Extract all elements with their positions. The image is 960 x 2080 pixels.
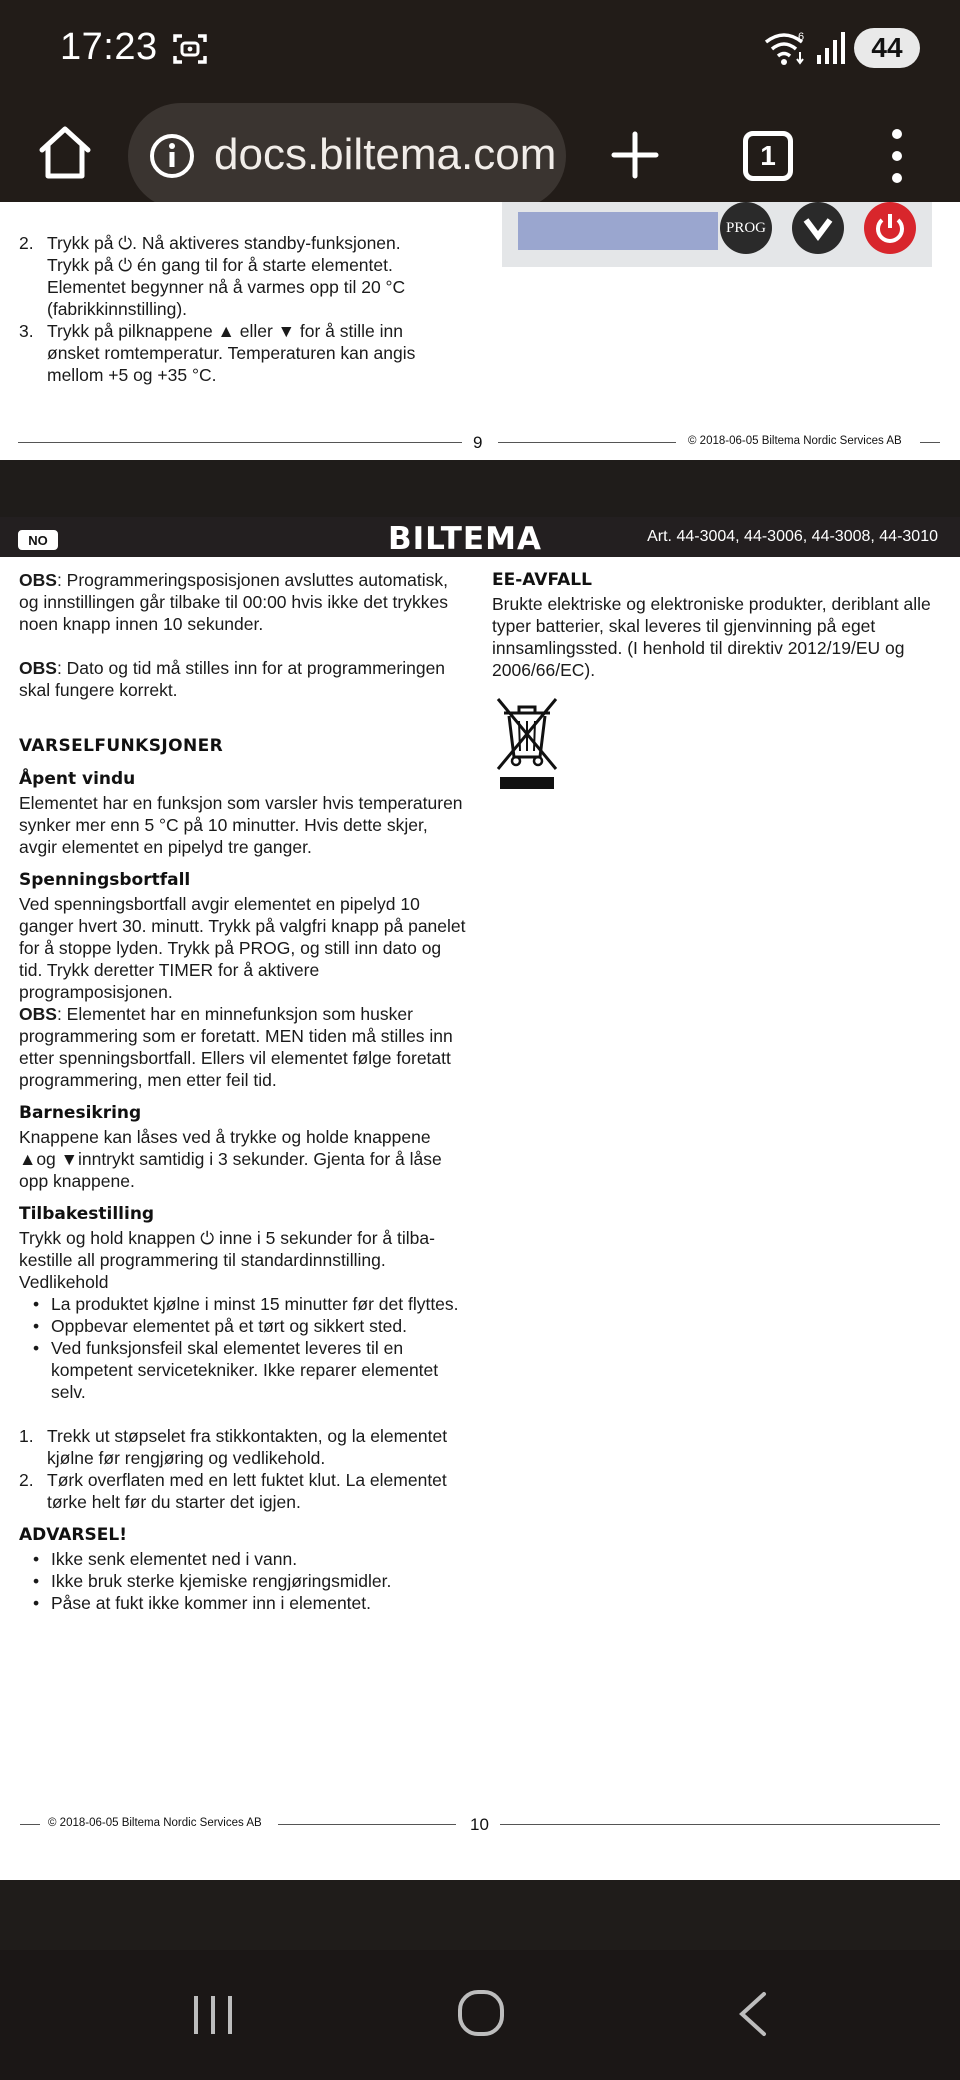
page-number: 9	[473, 433, 483, 452]
footer-rule	[500, 1824, 940, 1825]
down-arrow-icon	[792, 202, 844, 254]
sub-heading: Tilbakestilling	[19, 1204, 155, 1224]
status-bar	[0, 0, 960, 100]
page-9	[0, 202, 960, 460]
left-column	[19, 569, 469, 1614]
list-item: • Ikke senk elementet ned i vann.	[19, 1548, 469, 1570]
recent-apps-icon[interactable]	[190, 1992, 236, 2038]
section-heading: VARSELFUNKSJONER	[19, 736, 224, 756]
info-icon[interactable]	[148, 132, 196, 180]
list-item: • Oppbevar elementet på et tørt og sikkert sted.	[19, 1315, 469, 1337]
paragraph: Ved spenningsbortfall avgir elementet en pipelyd 10 ganger hvert 30. minutt. Trykk på valgfri knapp på panelet for å stoppe lyden. Trykk på PROG, og still inn dato og tid. Trykk deretter TIMER for å aktivere programposisjonen.	[19, 894, 466, 1002]
biltema-logo: BILTEMA	[388, 521, 542, 557]
menu-icon[interactable]	[882, 126, 912, 186]
weee-bin-icon	[492, 691, 562, 791]
home-icon[interactable]	[34, 122, 96, 184]
obs-note: OBS: Elementet har en minnefunksjon som husker programmering som er foretatt. MEN tiden må stilles inn etter spenningsbortfall. Ellers vil elementet følge foretatt programmering, men etter feil tid.	[19, 1004, 453, 1090]
section-heading: EE-AVFALL	[492, 570, 592, 590]
paragraph: Elementet har en funksjon som varsler hvis temperaturen synker mer enn 5 °C på 10 minutter. Hvis dette skjer, avgir elementet en pipelyd tre ganger.	[19, 793, 463, 857]
wifi-icon	[764, 30, 808, 66]
step-item: 2. Trykk på ⏻. Nå aktiveres standby-funksjonen. Trykk på ⏻ én gang til for å starte elementet. Elementet begynner nå å varmes opp til 20 °C (fabrikkinnstilling).	[19, 233, 406, 319]
sub-heading: Spenningsbortfall	[19, 870, 191, 890]
tabs-icon[interactable]: 1	[743, 131, 793, 181]
article-numbers: Art. 44-3004, 44-3006, 44-3008, 44-3010	[647, 528, 938, 545]
paragraph: Trykk og hold knappen ⏻ inne i 5 sekunder for å tilbakestille all programmering til standardinnstilling.	[19, 1228, 435, 1270]
language-badge: NO	[18, 530, 58, 550]
screenshot-icon	[172, 32, 208, 66]
signal-icon	[816, 31, 846, 65]
list-item: • Ikke bruk sterke kjemiske rengjøringsmidler.	[19, 1570, 469, 1592]
power-button-image	[864, 202, 916, 254]
warning-heading: ADVARSEL!	[19, 1525, 127, 1545]
bullet-list	[19, 1548, 469, 1614]
obs-note: OBS: Dato og tid må stilles inn for at programmeringen skal fungere korrekt.	[19, 658, 446, 700]
document-viewer[interactable]	[0, 219, 960, 1950]
page-header	[0, 517, 960, 557]
right-column	[492, 569, 942, 796]
numbered-list	[19, 1425, 469, 1513]
navigation-bar	[0, 1950, 960, 2080]
home-nav-icon[interactable]	[456, 1988, 506, 2038]
copyright: © 2018-06-05 Biltema Nordic Services AB	[688, 435, 902, 447]
copyright: © 2018-06-05 Biltema Nordic Services AB	[48, 1817, 262, 1829]
down-button-image	[792, 202, 844, 254]
footer-rule	[278, 1824, 456, 1825]
footer-rule	[18, 442, 462, 443]
plus-icon[interactable]	[608, 128, 662, 182]
step-item: 1. Trekk ut støpselet fra stikkontakten, og la elementet kjølne før rengjøring og vedlikehold.	[19, 1426, 448, 1468]
paragraph: Brukte elektriske og elektroniske produkter, deriblant alle typer batterier, skal leveres til gjenvinning på eget innsamlingssted. (I henhold til direktiv 2012/19/EU og 2006/66/EC).	[492, 594, 931, 680]
footer-rule	[498, 442, 676, 443]
footer-rule	[920, 442, 940, 443]
paragraph: Knappene kan låses ved å trykke og holde knappene ▲og ▼inntrykt samtidig i 3 sekunder. Gjenta for å låse opp knappene.	[19, 1127, 442, 1191]
back-icon[interactable]	[732, 1990, 772, 2038]
prog-button-image: PROG	[720, 202, 772, 254]
obs-note: OBS: Programmeringsposisjonen avsluttes automatisk, og innstillingen går tilbake til 00:00 hvis ikke det trykkes noen knapp innen 10 sekunder.	[19, 570, 448, 634]
paragraph: Vedlikehold	[19, 1272, 109, 1292]
battery-indicator: 44	[854, 28, 920, 68]
list-item: • Ved funksjonsfeil skal elementet leveres til en kompetent servicetekniker. Ikke reparer elementet selv.	[19, 1337, 469, 1403]
page-number: 10	[470, 1815, 489, 1834]
page9-steps	[19, 232, 469, 386]
sub-heading: Åpent vindu	[19, 769, 136, 789]
url-text[interactable]: docs.biltema.com	[214, 130, 557, 179]
address-bar[interactable]	[128, 103, 566, 209]
step-item: 2. Tørk overflaten med en lett fuktet klut. La elementet tørke helt før du starter det igjen.	[19, 1470, 447, 1512]
step-item: 3. Trykk på pilknappene ▲ eller ▼ for å stille inn ønsket romtemperatur. Temperaturen kan angis mellom +5 og +35 °C.	[19, 321, 416, 385]
sub-heading: Barnesikring	[19, 1103, 142, 1123]
status-time: 17:23	[60, 26, 158, 68]
list-item: • Påse at fukt ikke kommer inn i elementet.	[19, 1592, 469, 1614]
svg-text:6: 6	[798, 31, 805, 43]
control-panel-image	[502, 202, 932, 267]
footer-rule	[20, 1824, 40, 1825]
list-item: • La produktet kjølne i minst 15 minutter før det flyttes.	[19, 1293, 469, 1315]
page-10	[0, 517, 960, 1880]
lcd-display	[518, 212, 718, 250]
power-icon	[864, 202, 916, 254]
bullet-list	[19, 1293, 469, 1403]
